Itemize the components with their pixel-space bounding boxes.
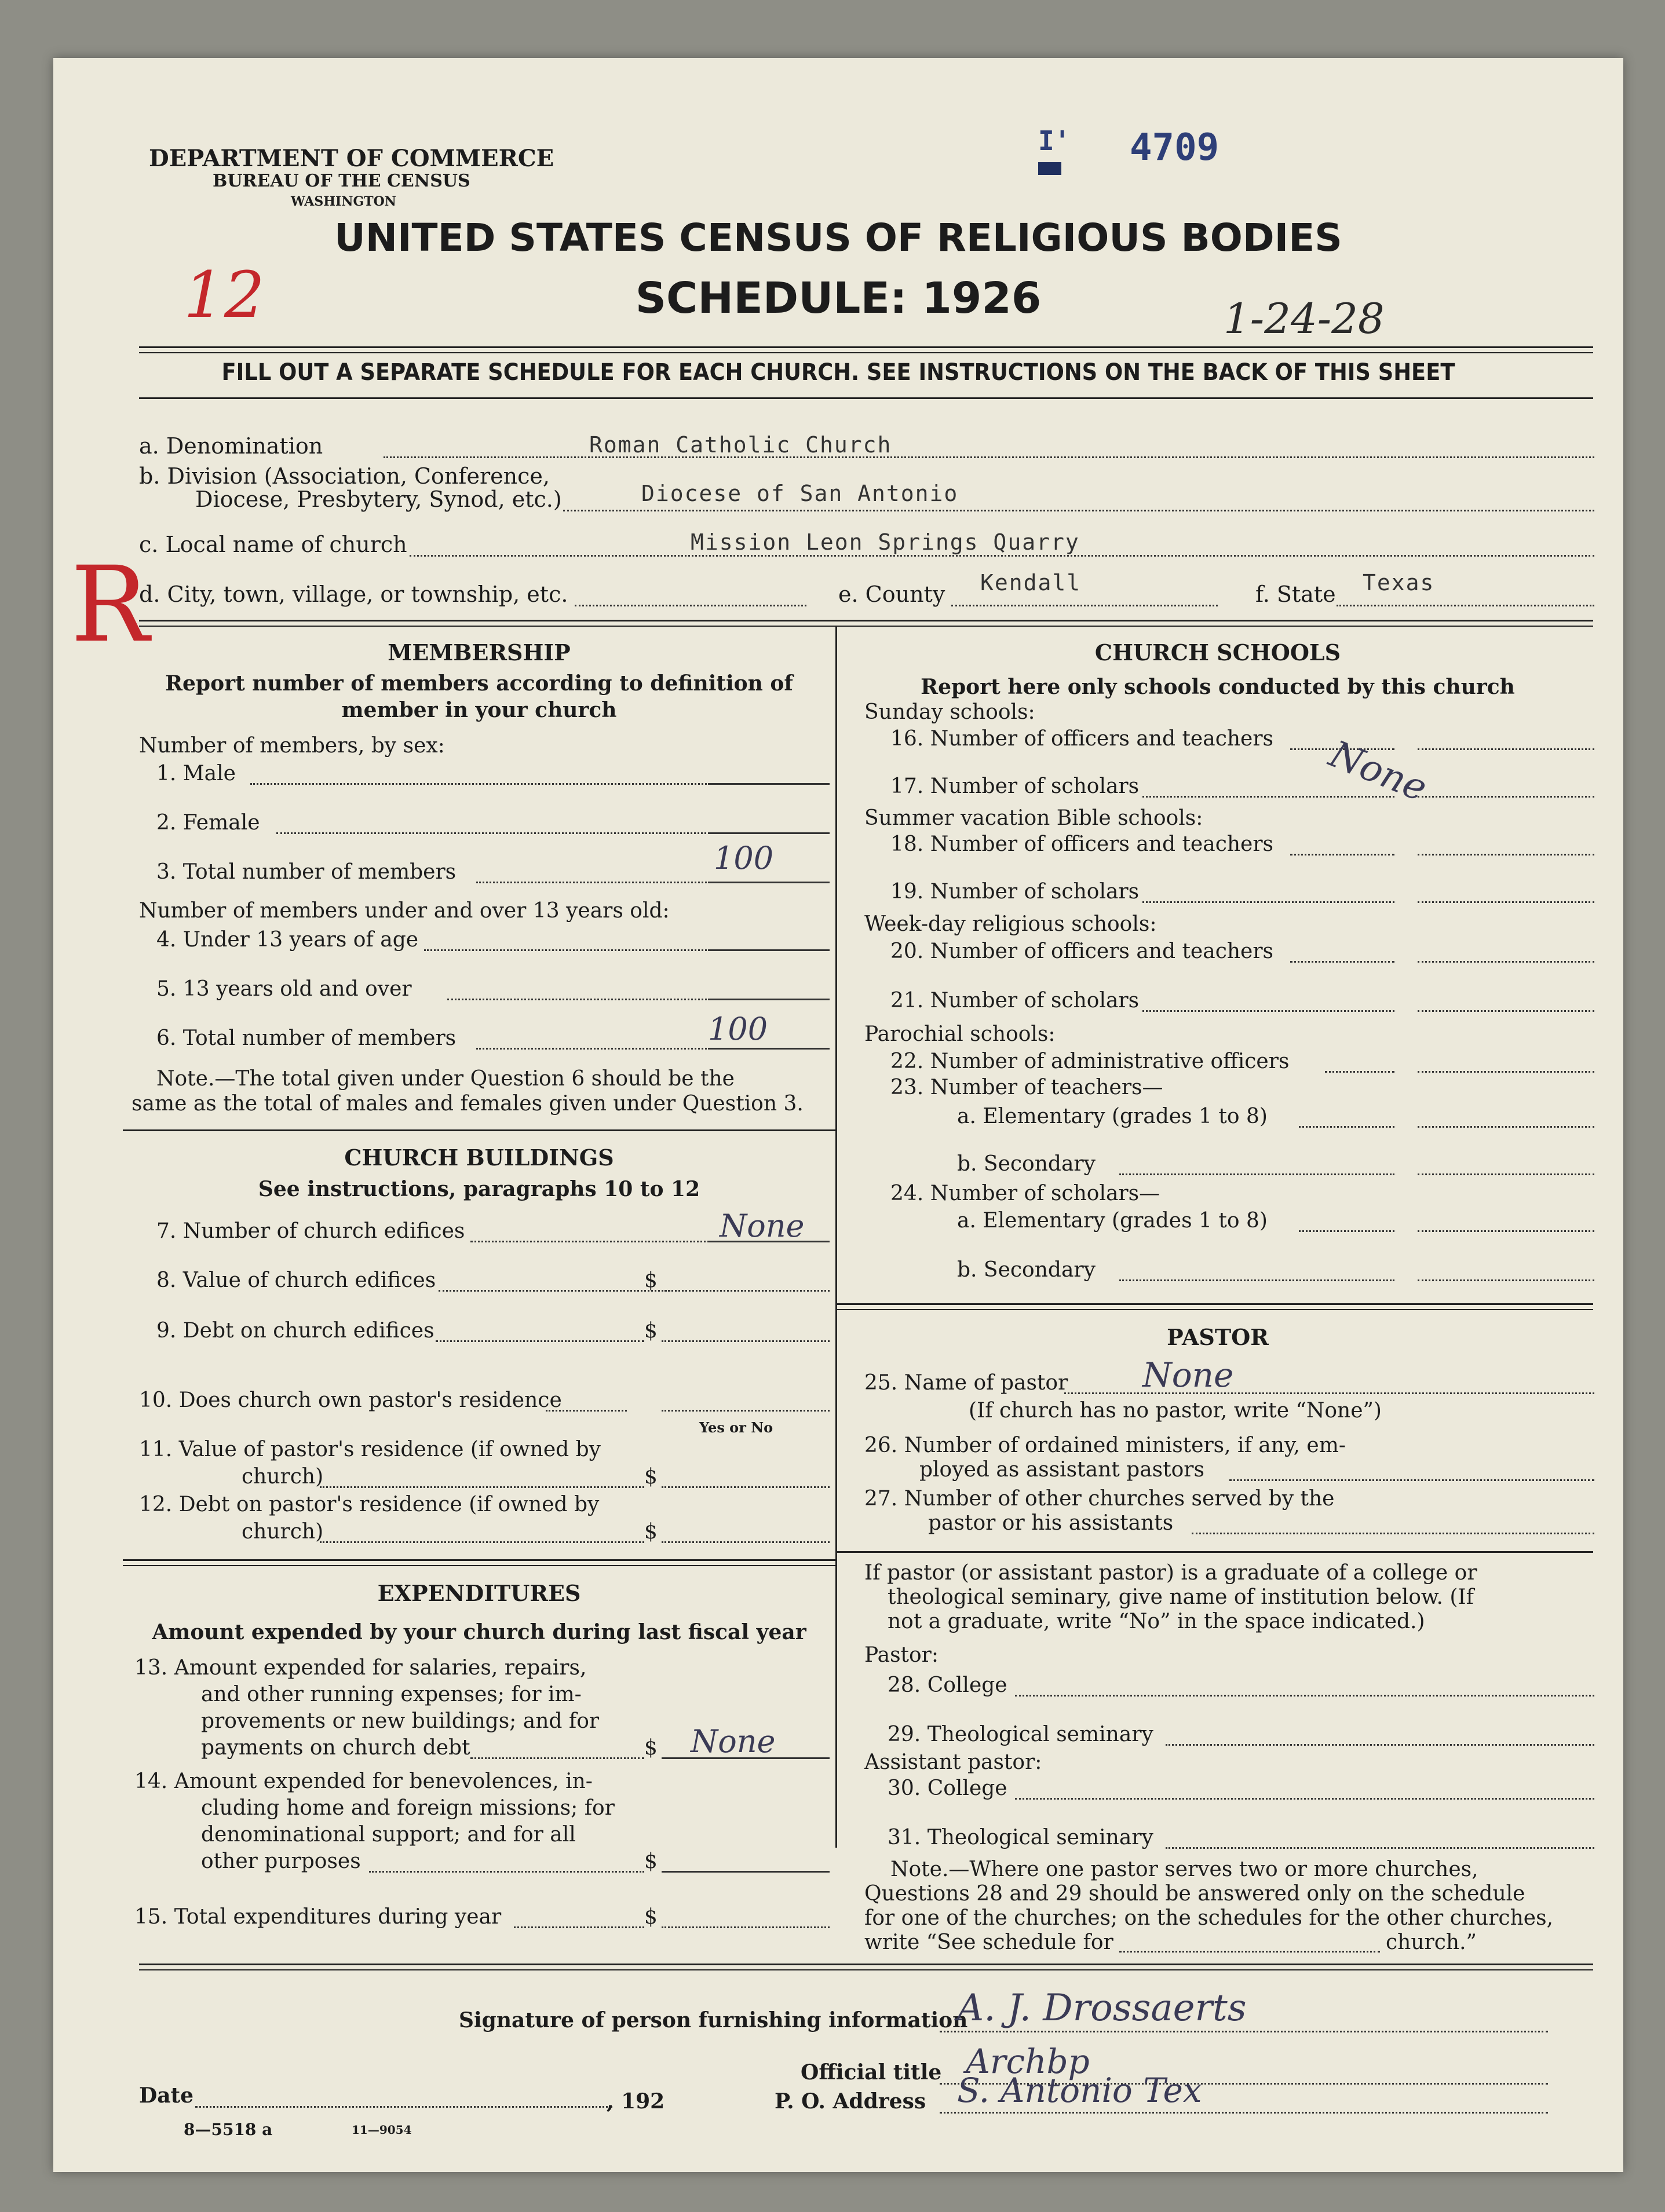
section-rule-top — [139, 620, 1593, 621]
q24a-dots — [1299, 1230, 1394, 1232]
summer-label: Summer vacation Bible schools: — [864, 806, 1203, 830]
q5-label: 5. 13 years old and over — [156, 977, 412, 1001]
q7-dots — [470, 1241, 714, 1242]
q17-value[interactable]: None — [1323, 733, 1433, 810]
q15-dots — [514, 1926, 644, 1928]
q6-dots — [476, 1048, 714, 1050]
pastor-note-2: Questions 28 and 29 should be answered only on the schedule — [864, 1882, 1525, 1906]
bottom-rule-2 — [139, 1969, 1593, 1970]
q18-label: 18. Number of officers and teachers — [890, 832, 1274, 856]
q23a-answer-line[interactable] — [1418, 1126, 1594, 1128]
red-letter-annotation: R — [71, 544, 149, 666]
buildings-sub: See instructions, paragraphs 10 to 12 — [258, 1177, 700, 1201]
q27-label-2: pastor or his assistants — [928, 1511, 1174, 1535]
q25-label: 25. Name of pastor — [864, 1371, 1068, 1395]
q6-value[interactable]: 100 — [708, 1011, 768, 1047]
official-title-label: Official title — [801, 2060, 942, 2085]
q12-answer-line[interactable] — [662, 1541, 830, 1543]
pastor-note-3: for one of the churches; on the schedules for the other churches, — [864, 1906, 1553, 1930]
q8-dollar: $ — [644, 1268, 658, 1292]
q1-label: 1. Male — [156, 762, 236, 785]
q27-label-1: 27. Number of other churches served by the — [864, 1487, 1335, 1511]
signature-label: Signature of person furnishing information — [459, 2008, 968, 2032]
q23b-dots — [1119, 1173, 1394, 1175]
q13-dollar: $ — [644, 1736, 658, 1760]
q1-answer-line[interactable] — [708, 783, 830, 785]
buildings-heading: CHURCH BUILDINGS — [344, 1145, 614, 1171]
q21-label: 21. Number of scholars — [890, 989, 1140, 1012]
q9-dollar: $ — [644, 1319, 658, 1343]
buildings-rule-2 — [123, 1565, 835, 1566]
official-title-value[interactable]: Archbp — [966, 2042, 1090, 2081]
state-label: f. State — [1255, 582, 1336, 607]
division-line — [563, 510, 1594, 511]
q22-dots — [1325, 1071, 1394, 1073]
po-address-line[interactable] — [940, 2112, 1548, 2114]
members-by-sex: Number of members, by sex: — [139, 734, 445, 758]
q24a-answer-line[interactable] — [1418, 1230, 1594, 1232]
buildings-rule — [123, 1559, 835, 1561]
q5-answer-line[interactable] — [708, 999, 830, 1000]
q17-answer-line[interactable] — [1418, 796, 1594, 798]
form-title: UNITED STATES CENSUS OF RELIGIOUS BODIES — [334, 215, 1342, 260]
membership-sub-1: Report number of members according to definition of — [165, 671, 793, 696]
q13-label-3: provements or new buildings; and for — [201, 1709, 600, 1733]
handwritten-date: 1-24-28 — [1224, 294, 1385, 343]
q21-answer-line[interactable] — [1418, 1010, 1594, 1012]
q12-label-2: church) — [242, 1520, 324, 1544]
q27-line[interactable] — [1192, 1533, 1594, 1534]
pastor-heading: PASTOR — [1167, 1324, 1269, 1350]
membership-heading: MEMBERSHIP — [388, 639, 571, 666]
q23a-dots — [1299, 1126, 1394, 1128]
po-address-label: P. O. Address — [775, 2089, 926, 2114]
q4-answer-line[interactable] — [708, 949, 830, 951]
q14-dollar: $ — [644, 1849, 658, 1873]
form-number: 8—5518 a — [184, 2120, 273, 2139]
stamp-mark: I' — [1038, 125, 1071, 156]
q29-line[interactable] — [1166, 1744, 1594, 1746]
q13-dots — [470, 1757, 644, 1759]
column-divider — [835, 626, 837, 1848]
q24b-answer-line[interactable] — [1418, 1279, 1594, 1281]
q14-label-3: denominational support; and for all — [201, 1823, 576, 1847]
q5-dots — [447, 999, 714, 1000]
q23a-label: a. Elementary (grades 1 to 8) — [957, 1105, 1268, 1128]
signature-line[interactable] — [940, 2031, 1548, 2032]
stamp-number: 4709 — [1130, 126, 1219, 169]
q10-answer-line[interactable] — [662, 1410, 830, 1412]
see-schedule-line[interactable] — [1119, 1951, 1380, 1953]
date-year: , 192 — [607, 2089, 665, 2114]
pastor-note-1: Note.—Where one pastor serves two or more churches, — [890, 1858, 1478, 1881]
q12-label-1: 12. Debt on pastor's residence (if owned by — [139, 1493, 600, 1516]
q14-label-2: cluding home and foreign missions; for — [201, 1796, 615, 1820]
q28-line[interactable] — [1015, 1695, 1594, 1697]
city-line — [575, 605, 806, 606]
q11-label-1: 11. Value of pastor's residence (if owned by — [139, 1438, 601, 1461]
county-line — [951, 605, 1218, 606]
pastor-sub-label: Pastor: — [864, 1643, 939, 1667]
denomination-line — [384, 456, 1594, 458]
q3-label: 3. Total number of members — [156, 860, 457, 884]
section-rule-top-2 — [139, 626, 1593, 627]
q18-dots — [1290, 854, 1394, 855]
q16-answer-line[interactable] — [1418, 748, 1594, 750]
q7-value[interactable]: None — [720, 1208, 805, 1244]
membership-note-1: Note.—The total given under Question 6 should be the — [156, 1067, 735, 1091]
q11-dollar: $ — [644, 1465, 658, 1489]
q22-answer-line[interactable] — [1418, 1071, 1594, 1073]
assistant-sub-label: Assistant pastor: — [864, 1750, 1042, 1774]
q17-dots — [1142, 796, 1394, 798]
q9-label: 9. Debt on church edifices — [156, 1319, 434, 1343]
q2-answer-line[interactable] — [708, 832, 830, 834]
parochial-label: Parochial schools: — [864, 1022, 1056, 1046]
division-value[interactable]: Diocese of San Antonio — [641, 481, 959, 506]
q28-label: 28. College — [888, 1673, 1007, 1697]
weekday-label: Week-day religious schools: — [864, 912, 1157, 936]
q13-label-2: and other running expenses; for im- — [201, 1683, 582, 1706]
q24-label: 24. Number of scholars— — [890, 1182, 1160, 1205]
q23b-answer-line[interactable] — [1418, 1173, 1594, 1175]
q13-value[interactable]: None — [691, 1723, 776, 1760]
q11-label-2: church) — [242, 1465, 324, 1489]
q20-dots — [1290, 961, 1394, 963]
grad-text-2: theological seminary, give name of institution below. (If — [888, 1585, 1474, 1609]
q12-dollar: $ — [644, 1520, 658, 1544]
q20-label: 20. Number of officers and teachers — [890, 939, 1274, 963]
q4-label: 4. Under 13 years of age — [156, 928, 419, 952]
q31-label: 31. Theological seminary — [888, 1826, 1153, 1849]
q18-answer-line[interactable] — [1418, 854, 1594, 855]
division-label-2: Diocese, Presbytery, Synod, etc.) — [195, 487, 562, 512]
q14-dots — [369, 1871, 644, 1873]
q2-label: 2. Female — [156, 811, 260, 835]
q30-line[interactable] — [1015, 1798, 1594, 1800]
pastor-note-4b: church.” — [1386, 1931, 1477, 1954]
denomination-value[interactable]: Roman Catholic Church — [589, 432, 892, 458]
denomination-label: a. Denomination — [139, 433, 323, 459]
local-name-line — [410, 555, 1594, 557]
q30-label: 30. College — [888, 1776, 1007, 1800]
q17-label: 17. Number of scholars — [890, 774, 1140, 798]
q23b-label: b. Secondary — [957, 1152, 1096, 1176]
expenditures-heading: EXPENDITURES — [377, 1580, 581, 1606]
q14-label-4: other purposes — [201, 1849, 361, 1873]
q8-dots — [439, 1290, 670, 1292]
signature-value[interactable]: A. J. Drossaerts — [957, 1987, 1247, 2030]
q31-line[interactable] — [1166, 1847, 1594, 1849]
q15-dollar: $ — [644, 1905, 658, 1929]
top-rule — [139, 346, 1593, 348]
q6-answer-line[interactable] — [708, 1048, 830, 1050]
local-name-value[interactable]: Mission Leon Springs Quarry — [691, 529, 1080, 555]
q10-dots — [546, 1410, 627, 1412]
q25-hint: (If church has no pastor, write “None”) — [969, 1399, 1382, 1423]
q10-hint: Yes or No — [699, 1419, 773, 1436]
q11-answer-line[interactable] — [662, 1486, 830, 1488]
grad-text-1: If pastor (or assistant pastor) is a graduate of a college or — [864, 1561, 1477, 1585]
q15-answer-line[interactable] — [662, 1926, 830, 1928]
q29-label: 29. Theological seminary — [888, 1723, 1153, 1746]
county-value[interactable]: Kendall — [980, 570, 1082, 595]
q26-label-2: ployed as assistant pastors — [919, 1458, 1204, 1482]
under-over-label: Number of members under and over 13 years old: — [139, 899, 670, 923]
bureau-name: BUREAU OF THE CENSUS — [213, 171, 470, 191]
print-number: 11—9054 — [352, 2123, 412, 2137]
q3-answer-line[interactable] — [708, 882, 830, 883]
grad-text-3: not a graduate, write “No” in the space indicated.) — [888, 1610, 1425, 1633]
instruction-line: FILL OUT A SEPARATE SCHEDULE FOR EACH CHURCH. SEE INSTRUCTIONS ON THE BACK OF THIS SHEET — [221, 359, 1455, 386]
q20-answer-line[interactable] — [1418, 961, 1594, 963]
q16-label: 16. Number of officers and teachers — [890, 727, 1274, 751]
top-rule-2 — [139, 352, 1593, 353]
state-line — [1337, 605, 1594, 606]
q26-line[interactable] — [1229, 1479, 1594, 1481]
date-label: Date — [139, 2083, 194, 2108]
state-value[interactable]: Texas — [1363, 570, 1435, 595]
census-form-page — [53, 58, 1623, 2172]
q24a-label: a. Elementary (grades 1 to 8) — [957, 1209, 1268, 1233]
q15-label: 15. Total expenditures during year — [134, 1905, 502, 1929]
dept-name: DEPARTMENT OF COMMERCE — [149, 145, 554, 172]
pastor-rule — [837, 1551, 1593, 1553]
q9-dots — [436, 1340, 644, 1342]
membership-rule — [123, 1129, 835, 1131]
schedule-year: SCHEDULE: 1926 — [635, 273, 1042, 323]
q7-label: 7. Number of church edifices — [156, 1219, 465, 1243]
stamp-block — [1038, 162, 1061, 175]
q11-dots — [320, 1486, 644, 1488]
bureau-city: WASHINGTON — [291, 194, 396, 209]
q22-label: 22. Number of administrative officers — [890, 1050, 1290, 1073]
q14-answer-line[interactable] — [662, 1871, 830, 1873]
schools-rule — [837, 1303, 1593, 1305]
q25-value[interactable]: None — [1142, 1355, 1234, 1395]
q1-dots — [250, 783, 714, 785]
q12-dots — [320, 1541, 644, 1543]
q23-label: 23. Number of teachers— — [890, 1076, 1163, 1099]
q13-label-1: 13. Amount expended for salaries, repairs, — [134, 1656, 587, 1680]
membership-note-2: same as the total of males and females given under Question 3. — [132, 1092, 804, 1116]
sunday-label: Sunday schools: — [864, 700, 1035, 724]
pastor-note-4: write “See schedule for — [864, 1931, 1113, 1954]
instruction-rule — [139, 397, 1593, 399]
date-line[interactable] — [195, 2106, 612, 2108]
q3-value[interactable]: 100 — [714, 840, 774, 876]
division-label-1: b. Division (Association, Conference, — [139, 463, 550, 489]
q9-answer-line[interactable] — [662, 1340, 830, 1342]
q6-label: 6. Total number of members — [156, 1026, 457, 1050]
schools-rule-2 — [837, 1309, 1593, 1310]
local-name-label: c. Local name of church — [139, 532, 407, 557]
q2-dots — [276, 832, 714, 834]
q19-label: 19. Number of scholars — [890, 880, 1140, 904]
schools-heading: CHURCH SCHOOLS — [1094, 639, 1341, 666]
bottom-rule — [139, 1964, 1593, 1965]
red-number-annotation: 12 — [184, 258, 265, 332]
q4-dots — [424, 949, 714, 951]
q14-label-1: 14. Amount expended for benevolences, in- — [134, 1769, 593, 1793]
county-label: e. County — [838, 582, 945, 607]
q19-dots — [1142, 901, 1394, 903]
q8-label: 8. Value of church edifices — [156, 1268, 436, 1292]
po-address-value[interactable]: S. Antonio Tex — [957, 2071, 1202, 2110]
q24b-label: b. Secondary — [957, 1258, 1096, 1282]
expenditures-sub: Amount expended by your church during last fiscal year — [152, 1620, 806, 1644]
q10-label: 10. Does church own pastor's residence — [139, 1388, 562, 1412]
city-label: d. City, town, village, or township, etc. — [139, 582, 568, 607]
membership-sub-2: member in your church — [341, 698, 617, 722]
q13-label-4: payments on church debt — [201, 1736, 470, 1760]
q19-answer-line[interactable] — [1418, 901, 1594, 903]
schools-sub: Report here only schools conducted by this church — [921, 675, 1515, 699]
q3-dots — [476, 882, 714, 883]
q8-answer-line[interactable] — [662, 1290, 830, 1292]
q24b-dots — [1119, 1279, 1394, 1281]
q26-label-1: 26. Number of ordained ministers, if any, em- — [864, 1434, 1346, 1457]
q21-dots — [1142, 1010, 1394, 1012]
